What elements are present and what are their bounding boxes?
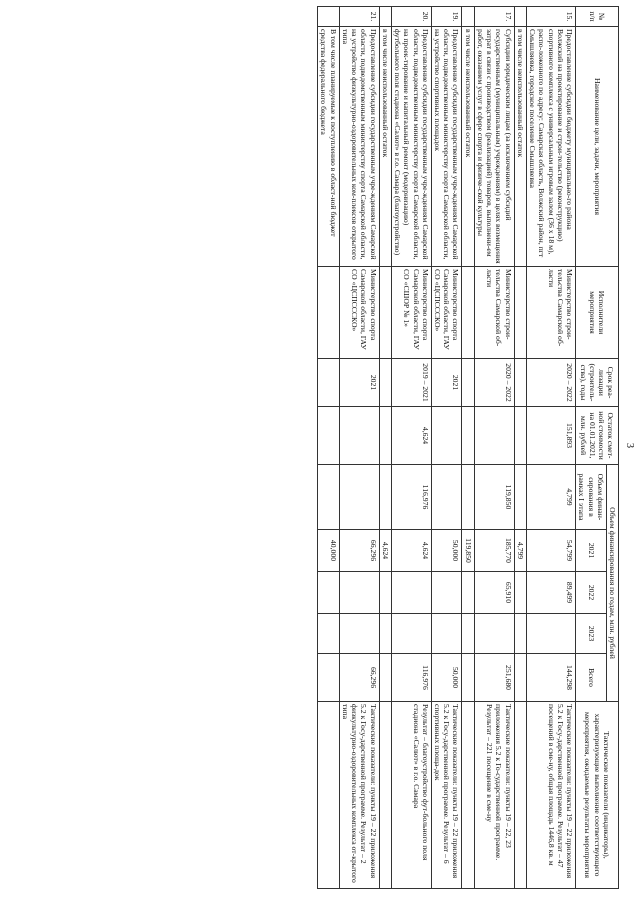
- row-balance: [431, 407, 462, 465]
- row-num: 21.: [339, 7, 379, 27]
- row-term: 2020 – 2022: [474, 359, 514, 407]
- row-2023: [526, 614, 575, 654]
- row-results: Тактические показатели: пункты 19 – 22 приложения 5.2 к Госу-дарственной программе. Результат – 2 физкультурно-оздоровительных комплекса от-крытого типа: [339, 702, 379, 889]
- row-2022: [339, 572, 379, 614]
- table-row: [474, 7, 514, 889]
- col-2021: 2021: [576, 530, 607, 572]
- row-results: Тактические показатели: пункты 19 – 22 приложения 5.2 к Госу-дарственной программе. Результат – 47 посещений в сме-ну, общая площадь 1446,8 кв. м: [526, 702, 575, 889]
- header-row: [606, 7, 618, 889]
- row-term: 2020 – 2022: [526, 359, 575, 407]
- row-name: Предоставление субсидии государственным учре-ждениям Самарской области, подведомственным министерству спорта Самарской области, на устройство спортивных площадок: [431, 27, 462, 267]
- row-exec: Министерство спорта Самарской области, ГАУ СО «ЦСПСССКО»: [339, 267, 379, 359]
- table-subrow: [379, 7, 391, 889]
- row-name: Предоставление субсидии бюджету муниципально-го района Волжский на проектирование и строи-тельство (реконструкцию) спортивного комплекса с универсальным игровым залом (36 х 18 м), распо-ложенного по адресу: Самарская область, Волжский район, пгт Смышляевка, городское поселение Смышляевка: [526, 27, 575, 267]
- row-2023: [391, 614, 431, 654]
- table-row: [526, 7, 575, 889]
- row-2023: [431, 614, 462, 654]
- row-2021: 50,000: [431, 530, 462, 572]
- col-balance: Остаток смет-ной стоимости на 01.01.2021, млн. рублей: [576, 407, 619, 465]
- row-balance: 4,624: [391, 407, 431, 465]
- row-prior: 116,976: [391, 465, 431, 530]
- table-row: [391, 7, 431, 889]
- row-results: Тактические показатели: пункты 19 – 22, 23 приложения 5.2 к Го-сударственной программе. Результат – 221 посещение в сме-ну: [474, 702, 514, 889]
- row-2021: 185,770: [474, 530, 514, 572]
- row-term: 2021: [431, 359, 462, 407]
- table-subrow: [318, 7, 339, 889]
- row-name: в том числе неиспользованный остаток: [514, 27, 526, 267]
- funding-table: [317, 6, 619, 889]
- row-balance: 151,893: [526, 407, 575, 465]
- row-total: 144,298: [526, 654, 575, 702]
- row-2023: [339, 614, 379, 654]
- row-term: 2021: [339, 359, 379, 407]
- row-prior: [339, 465, 379, 530]
- row-balance: [474, 407, 514, 465]
- row-num: 19.: [431, 7, 462, 27]
- col-exec: Исполнители мероприятия: [576, 267, 619, 359]
- col-2022: 2022: [576, 572, 607, 614]
- row-name: в том числе неиспользованный остаток: [379, 27, 391, 267]
- row-results: Тактические показатели: пункты 19 – 22 приложения 5.2 к Госу-дарственной программе. Результат – 6 спортивных площа-док: [431, 702, 462, 889]
- row-balance: [339, 407, 379, 465]
- row-total: 50,000: [431, 654, 462, 702]
- row-term: 2019 – 2021: [391, 359, 431, 407]
- row-total: 66,296: [339, 654, 379, 702]
- table-subrow: [462, 7, 474, 889]
- row-total: 251,680: [474, 654, 514, 702]
- row-2021: 54,799: [526, 530, 575, 572]
- col-total: Всего: [576, 654, 607, 702]
- col-funding: Объем финансирования по годам, млн. рублей: [606, 465, 618, 702]
- row-name: Субсидии юридическим лицам (за исключением субсидий государственным (муниципальным) учреждениям) в целях возмещения затрат в связи с производством (реализацией) товаров, выполнени-ем работ, оказанием услуг в сфере спорта и физиче-ской культуры: [474, 27, 514, 267]
- row-num: 20.: [391, 7, 431, 27]
- col-term: Срок реа-лизации (строитель-ства), годы: [576, 359, 619, 407]
- row-exec: Министерство строи-тельства Самарской об-ласти: [474, 267, 514, 359]
- row-2023: [474, 614, 514, 654]
- row-results: Результат – благоустройство фут-больного поля стадиона «Салют» в г.о. Самара: [391, 702, 431, 889]
- row-num: 15.: [526, 7, 575, 27]
- row-prior: 119,850: [474, 465, 514, 530]
- table-subrow: [514, 7, 526, 889]
- row-name: Предоставление субсидии государственным учре-ждениям Самарской области, подведомственным министерству спорта Самарской области, на устройство физкультурно-оздоровительных ком-плексов открытого типа: [339, 27, 379, 267]
- row-2021: 119,850: [462, 530, 474, 572]
- row-2021: 66,296: [339, 530, 379, 572]
- col-name: Наименование цели, задачи, мероприятия: [576, 27, 619, 267]
- col-prior: Объем финан-сирования в рамках I этапа: [576, 465, 607, 530]
- col-2023: 2023: [576, 614, 607, 654]
- row-2022: 65,910: [474, 572, 514, 614]
- col-num: № п/п: [576, 7, 619, 27]
- row-exec: Министерство спорта Самарской области, ГАУ СО «ЦСПСССКО»: [431, 267, 462, 359]
- row-2022: [391, 572, 431, 614]
- row-num: 17.: [474, 7, 514, 27]
- row-2022: 89,499: [526, 572, 575, 614]
- row-prior: 4,799: [526, 465, 575, 530]
- page-number: 3: [624, 443, 635, 448]
- row-name: В том числе планируемые к поступлению в област-ной бюджет средства федерального бюджета: [318, 27, 339, 267]
- row-2021: 4,624: [379, 530, 391, 572]
- table-row: [431, 7, 462, 889]
- row-prior: [431, 465, 462, 530]
- table-row: [339, 7, 379, 889]
- row-exec: Министерство спорта Самарской области, ГАУ СО «СШОР № 1»: [391, 267, 431, 359]
- row-2022: [431, 572, 462, 614]
- row-2021: 4,624: [391, 530, 431, 572]
- row-exec: Министерство строи-тельства Самарской об-ласти: [526, 267, 575, 359]
- row-total: 116,976: [391, 654, 431, 702]
- row-name: в том числе неиспользованный остаток: [462, 27, 474, 267]
- row-2021: 4,799: [514, 530, 526, 572]
- col-results: Тактические показатели (индикаторы), характеризующие выполнение соответствующего мероприятия, ожидаемые результаты мероприятия: [576, 702, 619, 889]
- row-2021: 40,000: [318, 530, 339, 572]
- row-name: Предоставление субсидии государственным учре-ждениям Самарской области, подведомственным министерству спорта Самарской области, на проек-тирование и капитальный ремонт (модернизацию) футбольного поля стадиона «Салют» в г.о. Самара (благоустройство): [391, 27, 431, 267]
